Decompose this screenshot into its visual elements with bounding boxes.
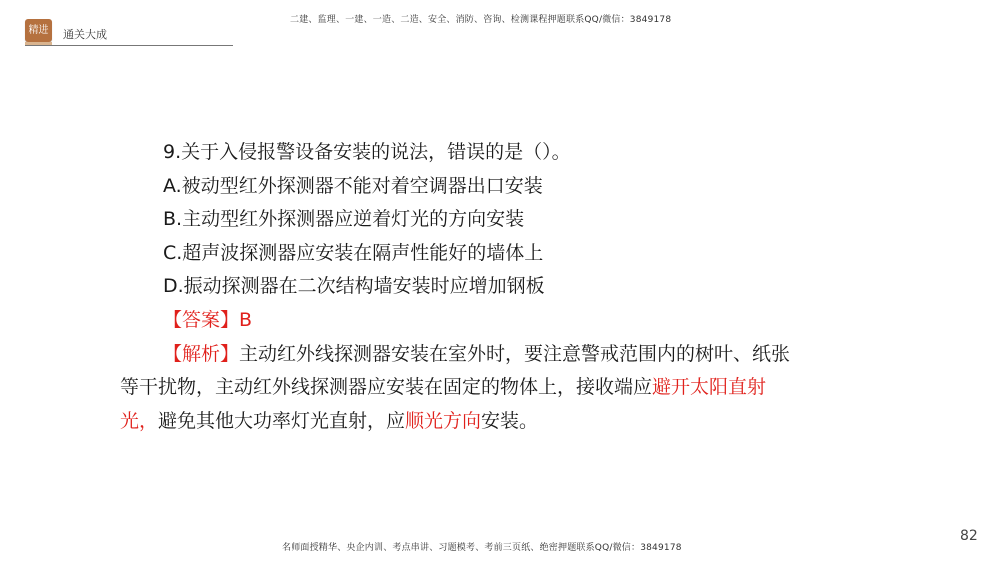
footer-contact-note: 名师面授精华、央企内训、考点串讲、习题模考、考前三页纸、绝密押题联系QQ/微信：3849178 (282, 543, 682, 553)
analysis-highlight-1: 避开太阳直射光， (120, 376, 767, 432)
answer-value: B (239, 308, 253, 331)
brand-logo: 精进 (25, 19, 52, 42)
option-a: A.被动型红外探测器不能对着空调器出口安装 (163, 174, 543, 197)
answer-label: 【答案】 (163, 308, 240, 331)
analysis-text-1: 主动红外线探测器安装在室外时，要注意警戒范围内的树叶、纸张等干扰物，主动红外线探测器应安装在固定的物体上，接收端应 (120, 342, 791, 399)
question-stem: 9.关于入侵报警设备安装的说法，错误的是（）。 (163, 141, 571, 163)
header-contact-note: 二建、监理、一建、一造、二造、安全、消防、咨询、检测课程押题联系QQ/微信：3849178 (290, 15, 672, 25)
analysis-text-3: 安装。 (481, 409, 539, 432)
brand-name: 通关大成 (63, 28, 107, 41)
analysis-label: 【解析】 (163, 342, 240, 365)
answer-line (120, 304, 820, 338)
page-number: 82 (960, 528, 978, 544)
analysis-paragraph (120, 338, 795, 439)
option-b: B.主动型红外探测器应逆着灯光的方向安装 (163, 208, 525, 231)
question-block (120, 136, 820, 438)
option-d: D.振动探测器在二次结构墙安装时应增加钢板 (163, 275, 545, 298)
header-divider (25, 45, 233, 46)
analysis-highlight-2: 顺光方向 (405, 409, 482, 432)
option-c: C.超声波探测器应安装在隔声性能好的墙体上 (163, 241, 544, 264)
analysis-text-2: 避免其他大功率灯光直射，应 (158, 409, 406, 432)
